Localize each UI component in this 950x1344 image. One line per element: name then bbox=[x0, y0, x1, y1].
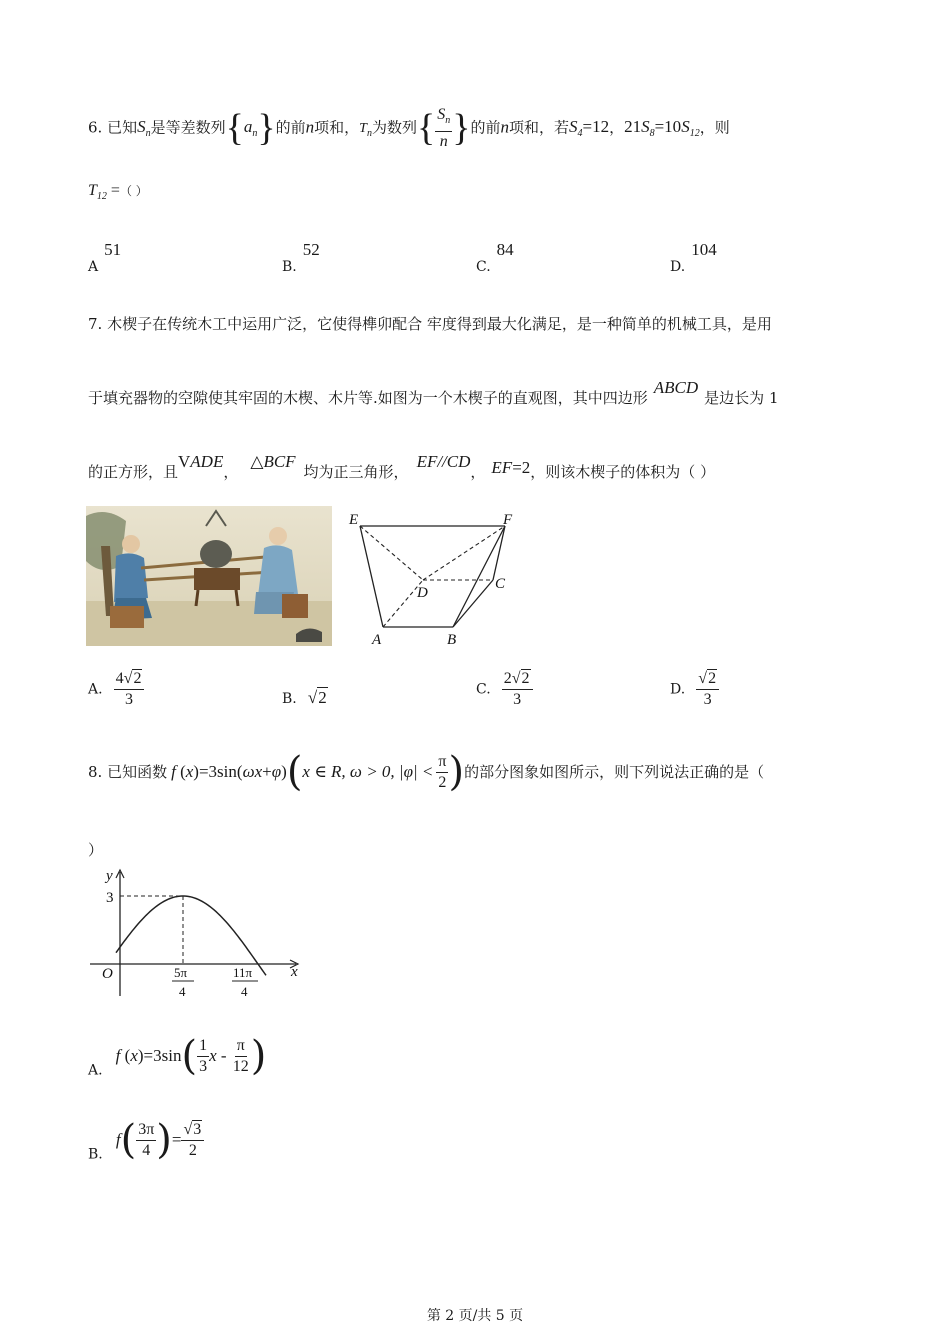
max-label: 3 bbox=[106, 890, 114, 906]
seq-an: $\{a_n\}$ bbox=[225, 107, 276, 150]
left-worker-body bbox=[114, 553, 148, 602]
seq-sn-over-n: { $\frac{S_n}{n}$ } bbox=[416, 106, 471, 150]
tick2-den: 4 bbox=[241, 984, 248, 999]
label-b: B bbox=[447, 632, 457, 648]
q7-line1: 7. 木楔子在传统木工中运用广泛，它使得榫卯配合 牢度得到最大化满足，是一种简单的机械工具，是用 bbox=[88, 315, 772, 333]
left-stool bbox=[110, 606, 144, 628]
label-c: C bbox=[495, 576, 506, 592]
q6-option-a[interactable]: A51 bbox=[88, 240, 122, 275]
sine-graph bbox=[86, 866, 311, 1011]
right-worker-head bbox=[269, 527, 287, 545]
edge-ea bbox=[360, 526, 383, 627]
y-label: y bbox=[106, 868, 113, 884]
right-worker-body bbox=[258, 545, 298, 596]
label-a: A bbox=[372, 632, 382, 648]
woodworking-painting bbox=[86, 506, 332, 646]
q7-line3: 的正方形，且VADE，△BCF均为正三角形，EF//CD， EF=2，则该木楔子的体积为（ ） bbox=[88, 452, 716, 481]
tick1-den: 4 bbox=[179, 984, 186, 999]
center-pot bbox=[200, 540, 232, 568]
q7-option-b[interactable]: B. √2 bbox=[282, 688, 327, 707]
work-bench bbox=[194, 568, 240, 590]
s-n: $S_n$ bbox=[137, 117, 151, 140]
origin-label: O bbox=[102, 966, 113, 982]
q6-option-c[interactable]: C.84 bbox=[476, 240, 514, 275]
x-label: x bbox=[291, 964, 298, 980]
t-n: $T_n$ bbox=[359, 121, 372, 140]
tick2-num: 11π bbox=[233, 965, 253, 980]
cond-s4: $S_4=12$ bbox=[568, 117, 610, 140]
left-worker-head bbox=[122, 535, 140, 553]
q8-stem: 8. 已知函数 f (x)=3sin(ωx+φ)(x ∈ R, ω > 0, |φ| < $\frac{\pi}{2}$ )的部分图象如图所示，则下列说法正确的是（ bbox=[88, 749, 765, 795]
label-f: F bbox=[503, 512, 513, 528]
q8-option-a[interactable]: A. f (x)=3sin( $\frac{1}{3}$ x - $\frac{\pi}{12}$ ) bbox=[88, 1033, 267, 1079]
edge-cf bbox=[493, 526, 505, 580]
right-stool bbox=[282, 594, 308, 618]
wedge-diagram bbox=[345, 510, 520, 650]
q6-stem: 6. 已知$S_n$是等差数列$\{a_n\}$的前n项和，$T_n$为数列{ $\frac{S_n}{n}$ }的前n项和，若$S_4=12$，$21S_8=10S_{12}$，则 bbox=[88, 106, 730, 150]
edge-ed bbox=[360, 526, 423, 580]
label-d: D bbox=[417, 585, 428, 601]
cond-s8-s12: $21S_8=10S_{12}$ bbox=[624, 117, 700, 140]
q7-option-c[interactable]: C. $\frac{2√2}{3}$ bbox=[476, 670, 533, 709]
q6-option-d[interactable]: D.104 bbox=[670, 240, 717, 275]
q7-option-a[interactable]: A. $\frac{4√2}{3}$ bbox=[88, 670, 144, 709]
page-footer: 第 2 页/共 5 页 bbox=[426, 1308, 524, 1324]
q7-option-d[interactable]: D. $\frac{√2}{3}$ bbox=[670, 670, 719, 709]
edge-df bbox=[423, 526, 505, 580]
q7-line2: 于填充器物的空隙使其牢固的木楔、木片等.如图为一个木楔子的直观图，其中四边形ABCD是边长为 1 bbox=[88, 378, 779, 407]
q8-option-b[interactable]: B. f( $\frac{3\pi}{4}$ )= $\frac{√3}{2}$ bbox=[88, 1120, 204, 1163]
q8-stem-close: ） bbox=[88, 841, 104, 859]
q6-option-b[interactable]: B.52 bbox=[282, 240, 320, 275]
label-e: E bbox=[349, 512, 359, 528]
tick1-num: 5π bbox=[174, 965, 188, 980]
q6-ask: $T_{12}$ =（ ） bbox=[88, 182, 148, 202]
